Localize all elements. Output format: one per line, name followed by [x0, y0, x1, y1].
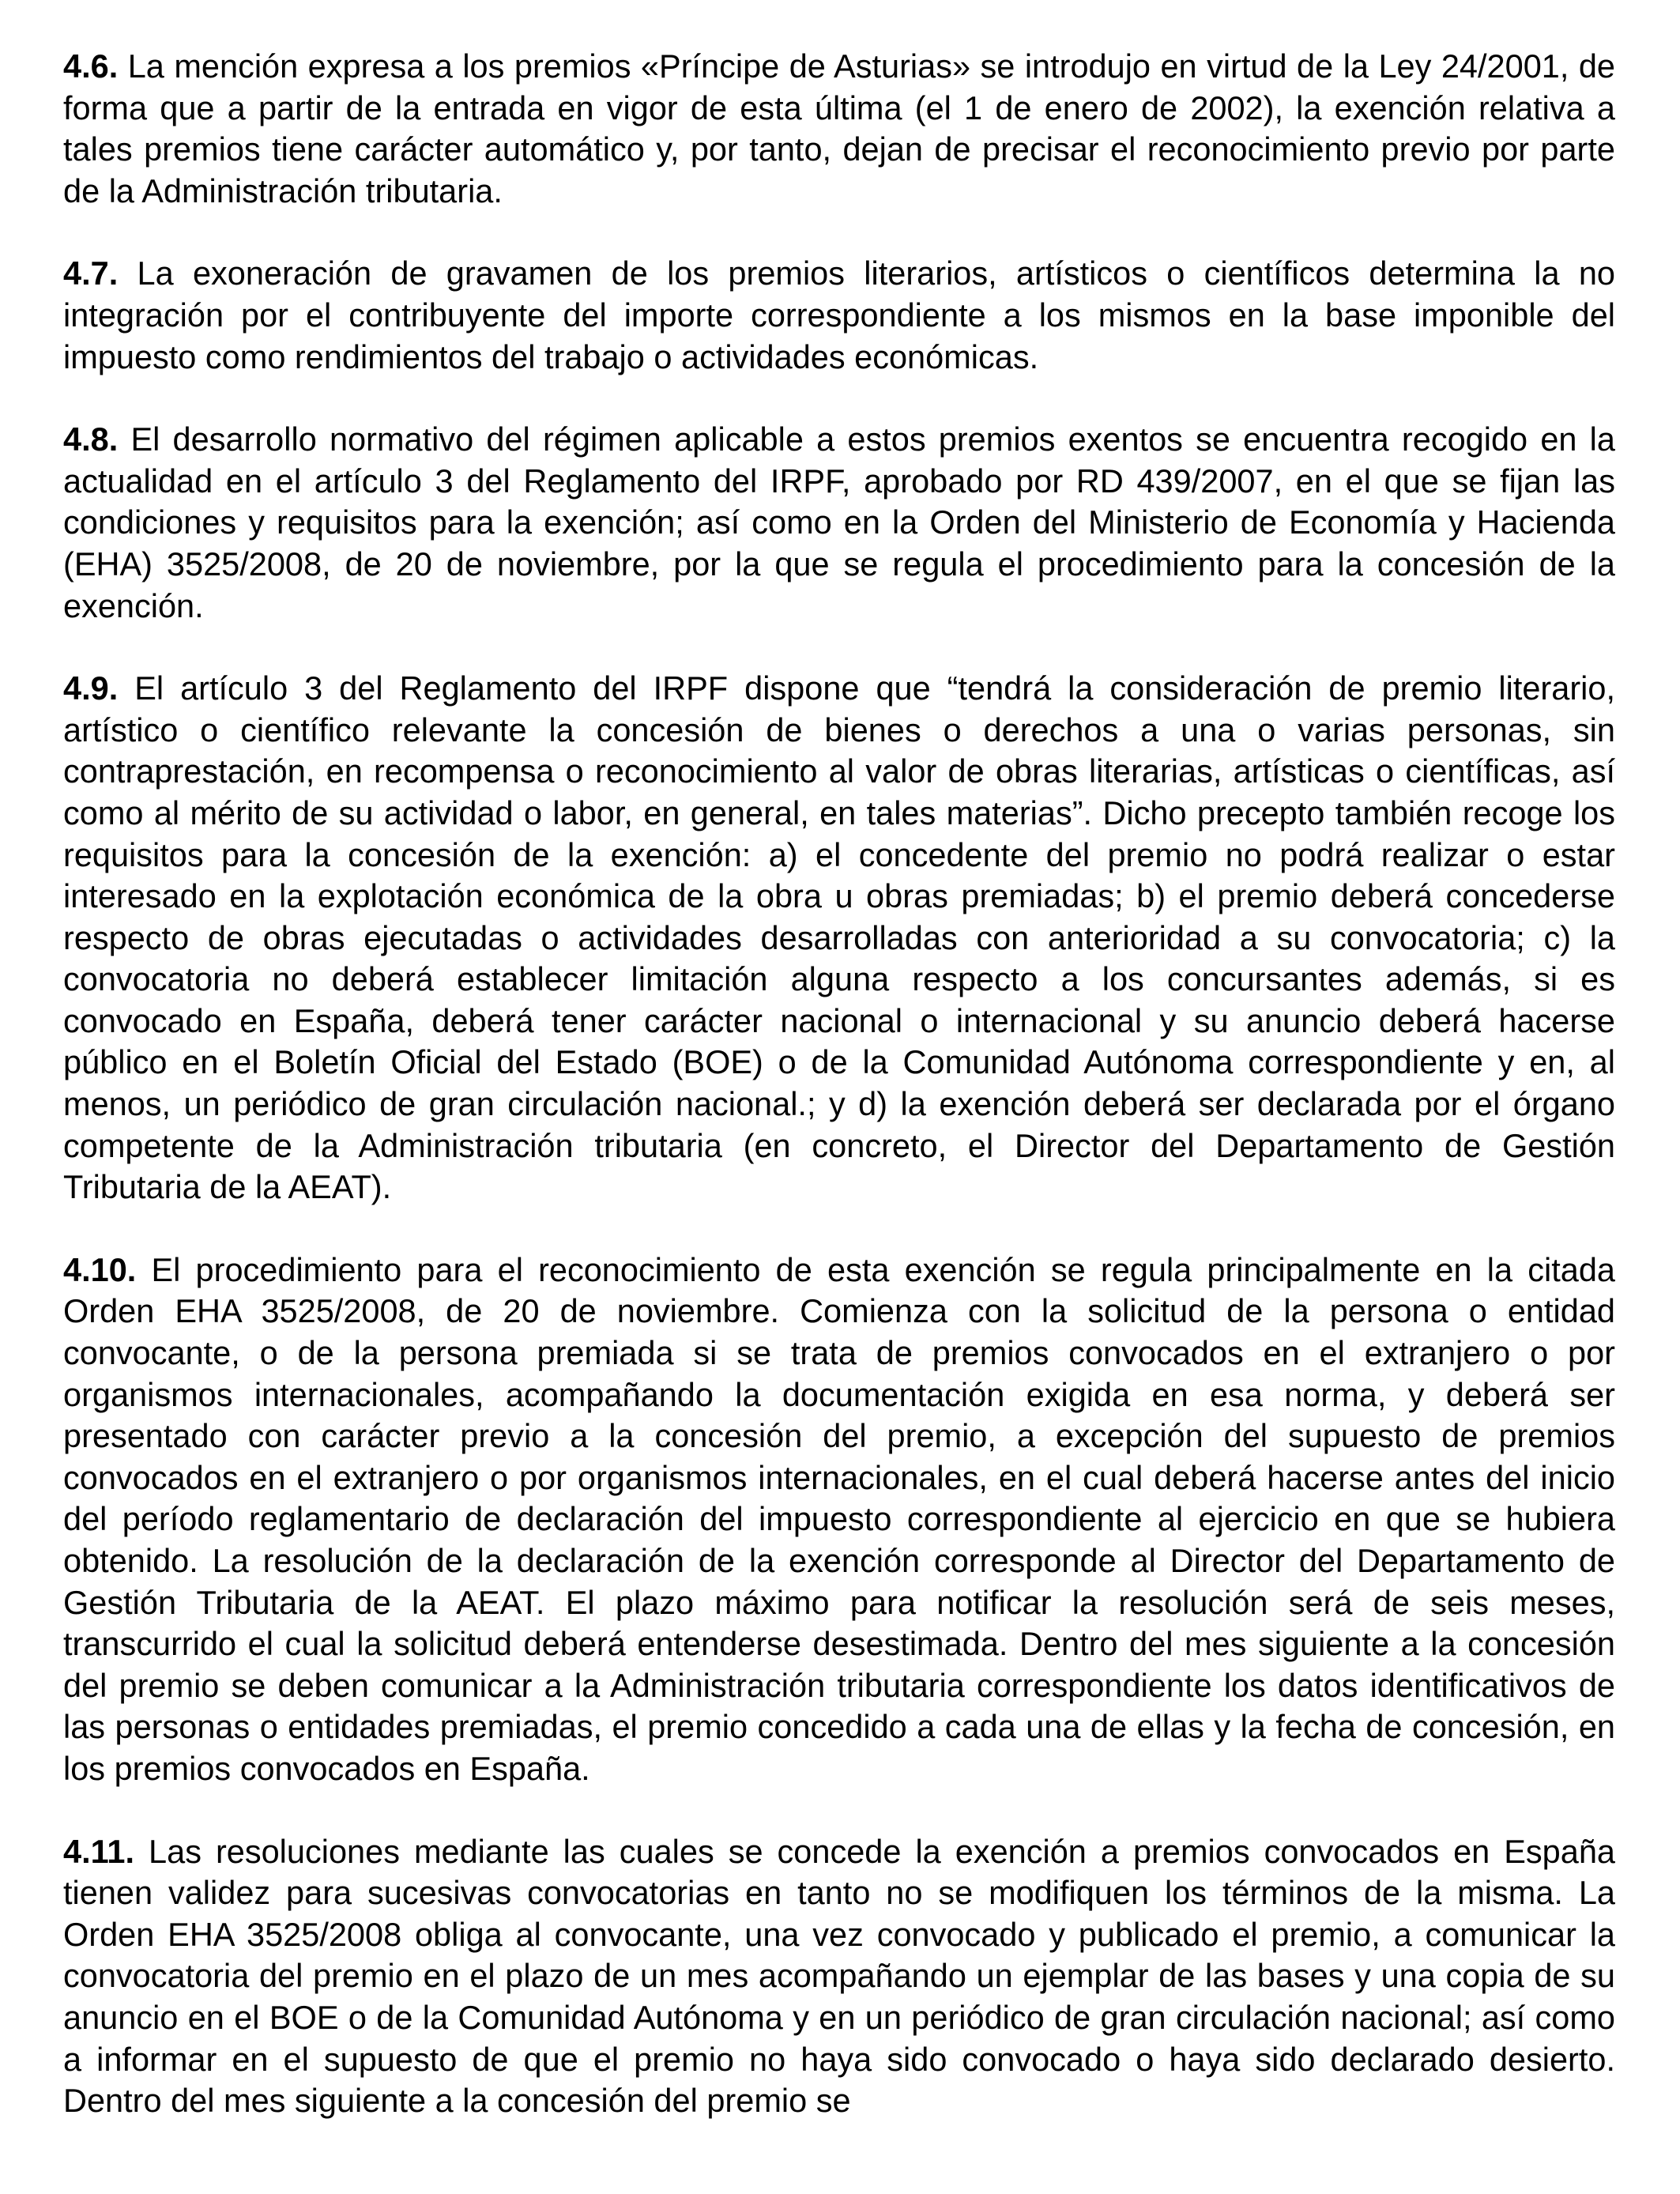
paragraph-text: El artículo 3 del Reglamento del IRPF dispone que “tendrá la consideración de premio literario, artístico o científico relevante la concesión de bienes o derechos a una o varias personas, sin contraprestación, en recompensa o reconocimiento al valor de obras literarias, artísticas o científicas, así como al mérito de su actividad o labor, en general, en tales materias”. Dicho precepto también recoge los requisitos para la concesión de la exención: a) el concedente del premio no podrá realizar o estar interesado en la explotación económica de la obra u obras premiadas; b) el premio deberá concederse respecto de obras ejecutadas o actividades desarrolladas con anterioridad a su convocatoria; c) la convocatoria no deberá establecer limitación alguna respecto a los concursantes además, si es convocado en España, deberá tener carácter nacional o internacional y su anuncio deberá hacerse público en el Boletín Oficial del Estado (BOE) o de la Comunidad Autónoma correspondiente y en, al menos, un periódico de gran circulación nacional.; y d) la exención deberá ser declarada por el órgano competente de la Administración tributaria (en concreto, el Director del Departamento de Gestión Tributaria de la AEAT). — [63, 669, 1615, 1206]
paragraph-number: 4.7. — [63, 254, 119, 292]
paragraph-number: 4.9. — [63, 669, 119, 707]
paragraph-text: Las resoluciones mediante las cuales se concede la exención a premios convocados en España tienen validez para sucesivas convocatorias en tanto no se modifiquen los términos de la misma. La Orden EHA 3525/2008 obliga al convocante, una vez convocado y publicado el premio, a comunicar la convocatoria del premio en el plazo de un mes acompañando un ejemplar de las bases y una copia de su anuncio en el BOE o de la Comunidad Autónoma y en un periódico de gran circulación nacional; así como a informar en el supuesto de que el premio no haya sido convocado o haya sido declarado desierto. Dentro del mes siguiente a la concesión del premio se — [63, 1832, 1615, 2120]
paragraph-4-11 — [63, 1831, 1615, 2122]
document-page — [63, 46, 1615, 2163]
paragraph-text: La mención expresa a los premios «Príncipe de Asturias» se introdujo en virtud de la Ley 24/2001, de forma que a partir de la entrada en vigor de esta última (el 1 de enero de 2002), la exención relativa a tales premios tiene carácter automático y, por tanto, dejan de precisar el reconocimiento previo por parte de la Administración tributaria. — [63, 47, 1616, 209]
paragraph-number: 4.6. — [63, 47, 119, 85]
paragraph-4-8 — [63, 419, 1615, 627]
paragraph-text: La exoneración de gravamen de los premios literarios, artísticos o científicos determina la no integración por el contribuyente del importe correspondiente a los mismos en la base imponible del impuesto como rendimientos del trabajo o actividades económicas. — [63, 254, 1616, 375]
paragraph-number: 4.8. — [63, 420, 119, 458]
paragraph-text: El procedimiento para el reconocimiento de esta exención se regula principalmente en la citada Orden EHA 3525/2008, de 20 de noviembre. Comienza con la solicitud de la persona o entidad convocante, o de la persona premiada si se trata de premios convocados en el extranjero o por organismos internacionales, acompañando la documentación exigida en esa norma, y deberá ser presentado con carácter previo a la concesión del premio, a excepción del supuesto de premios convocados en el extranjero o por organismos internacionales, en el cual deberá hacerse antes del inicio del período reglamentario de declaración del impuesto correspondiente al ejercicio en que se hubiera obtenido. La resolución de la declaración de la exención corresponde al Director del Departamento de Gestión Tributaria de la AEAT. El plazo máximo para notificar la resolución será de seis meses, transcurrido el cual la solicitud deberá entenderse desestimada. Dentro del mes siguiente a la concesión del premio se deben comunicar a la Administración tributaria correspondiente los datos identificativos de las personas o entidades premiadas, el premio concedido a cada una de ellas y la fecha de concesión, en los premios convocados en España. — [63, 1250, 1615, 1787]
paragraph-number: 4.11. — [63, 1832, 135, 1870]
paragraph-4-9 — [63, 668, 1615, 1208]
paragraph-number: 4.10. — [63, 1250, 137, 1288]
paragraph-4-6 — [63, 46, 1615, 212]
paragraph-4-7 — [63, 253, 1615, 378]
paragraph-4-10 — [63, 1250, 1615, 1790]
paragraph-text: El desarrollo normativo del régimen aplicable a estos premios exentos se encuentra recogido en la actualidad en el artículo 3 del Reglamento del IRPF, aprobado por RD 439/2007, en el que se fijan las condiciones y requisitos para la exención; así como en la Orden del Ministerio de Economía y Hacienda (EHA) 3525/2008, de 20 de noviembre, por la que se regula el procedimiento para la concesión de la exención. — [63, 420, 1615, 624]
